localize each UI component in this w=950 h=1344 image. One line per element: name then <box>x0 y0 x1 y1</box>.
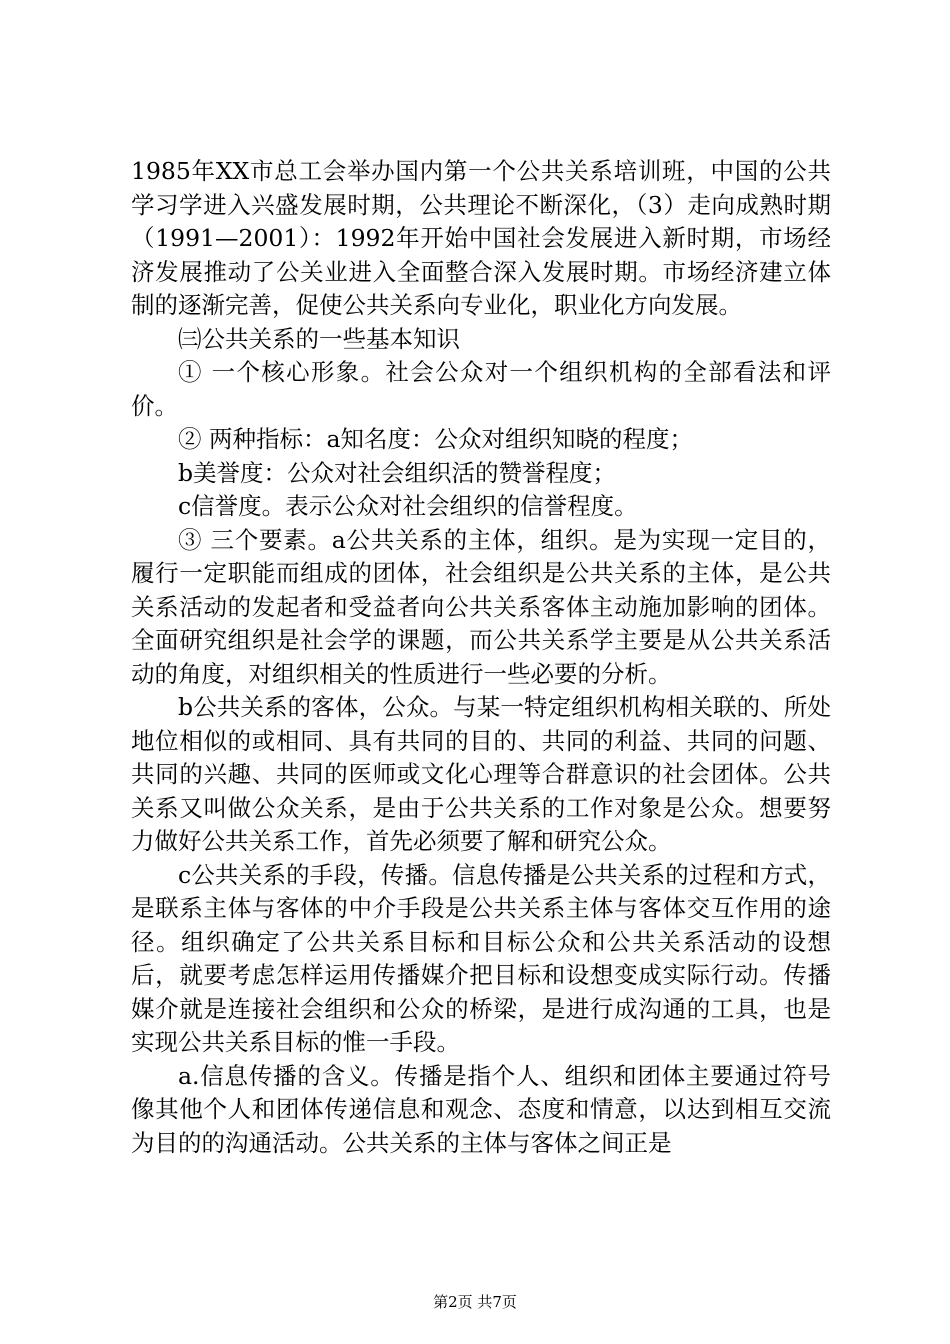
body-text <box>131 155 831 1160</box>
paragraph: ② 两种指标：a知名度：公众对组织知晓的程度； <box>178 425 693 453</box>
section-heading: ㈢公共关系的一些基本知识 <box>178 324 460 353</box>
paragraph: c公共关系的手段，传播。信息传播是公共关系的过程和方式，是联系主体与客体的中介手段是公共关系主体与客体交互作用的途径。组织确定了公共关系目标和目标公众和公共关系活动的设想后，就要考虑怎样运用传播媒介把目标和设想变成实际行动。传播媒介就是连接社会组织和公众的桥梁，是进行成沟通的工具，也是实现公共关系目标的惟一手段。 <box>131 860 831 1056</box>
page-number-footer: 第2页 共7页 <box>433 1293 517 1311</box>
paragraph: c信誉度。表示公众对社会组织的信誉程度。 <box>178 492 638 520</box>
paragraph: ③ 三个要素。a公共关系的主体，组织。是为实现一定目的，履行一定职能而组成的团体，社会组织是公共关系的主体，是公共关系活动的发起者和受益者向公共关系客体主动施加影响的团体。全面研究组织是社会学的课题，而公共关系学主要是从公共关系活动的角度，对组织相关的性质进行一些必要的分析。 <box>131 525 831 688</box>
paragraph: ① 一个核心形象。社会公众对一个组织机构的全部看法和评价。 <box>131 358 831 420</box>
paragraph: 1985年XX市总工会举办国内第一个公共关系培训班，中国的公共学习学进入兴盛发展时期，公共理论不断深化，（3）走向成熟时期（1991—2001）：1992年开始中国社会发展进入新时期，市场经济发展推动了公关业进入全面整合深入发展时期。市场经济建立体制的逐渐完善，促使公共关系向专业化，职业化方向发展。 <box>131 157 831 319</box>
paragraph: a.信息传播的含义。传播是指个人、组织和团体主要通过符号像其他个人和团体传递信息和观念、态度和情意，以达到相互交流为目的的沟通活动。公共关系的主体与客体之间正是 <box>131 1061 831 1157</box>
paragraph: b公共关系的客体，公众。与某一特定组织机构相关联的、所处地位相似的或相同、具有共同的目的、共同的利益、共同的问题、共同的兴趣、共同的医师或文化心理等合群意识的社会团体。公共关系又叫做公众关系，是由于公共关系的工作对象是公众。想要努力做好公共关系工作，首先必须要了解和研究公众。 <box>131 693 831 855</box>
paragraph: b美誉度：公众对社会组织活的赞誉程度； <box>178 458 617 487</box>
